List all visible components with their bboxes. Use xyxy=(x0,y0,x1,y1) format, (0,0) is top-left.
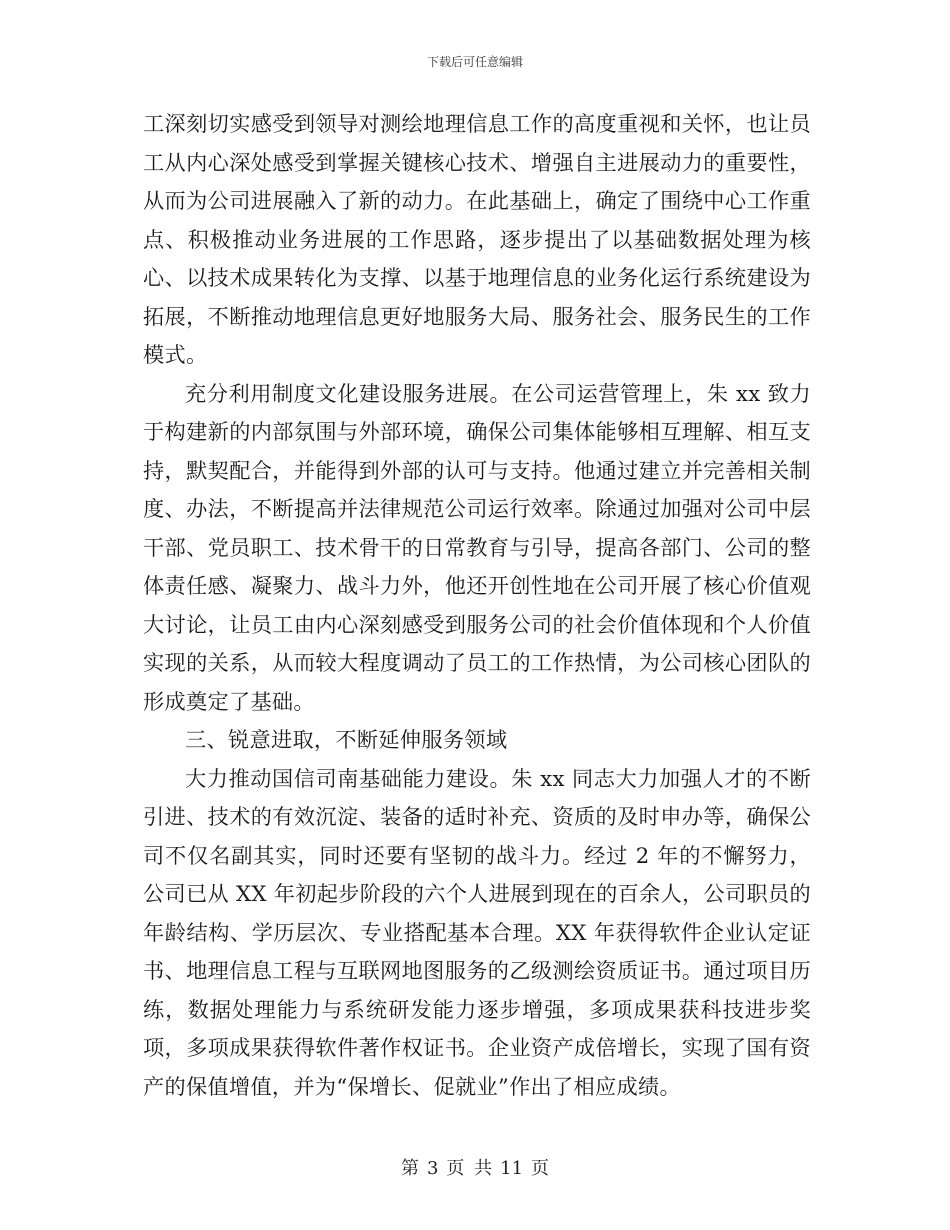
footer-page-number: 3 xyxy=(426,1158,439,1179)
footer-total-pages: 11 xyxy=(500,1158,524,1179)
paragraph-system-culture: 充分利用制度文化建设服务进展。在公司运营管理上，朱 xx 致力于构建新的内部氛围与外部环境，确保公司集体能够相互理解、相互支持，默契配合，并能得到外部的认可与支持。他通过建立并完善相关制度、办法，不断提高并法律规范公司运行效率。除通过加强对公司中层干部、党员职工、技术骨干的日常教育与引导，提高各部门、公司的整体责任感、凝聚力、战斗力外，他还开创性地在公司开展了核心价值观大讨论，让员工由内心深刻感受到服务公司的社会价值体现和个人价值实现的关系，从而较大程度调动了员工的工作热情，为公司核心团队的形成奠定了基础。 xyxy=(143,380,811,714)
footer-middle: 页 共 xyxy=(446,1158,493,1179)
page-footer xyxy=(0,1154,950,1180)
page-header-note: 下载后可任意编辑 xyxy=(426,55,523,69)
footer-suffix: 页 xyxy=(531,1158,550,1179)
document-body xyxy=(143,105,811,1106)
paragraph-intro-continuation: 工深刻切实感受到领导对测绘地理信息工作的高度重视和关怀，也让员工从内心深处感受到掌握关键核心技术、增强自主进展动力的重要性，从而为公司进展融入了新的动力。在此基础上，确定了围绕中心工作重点、积极推动业务进展的工作思路，逐步提出了以基础数据处理为核心、以技术成果转化为支撑、以基于地理信息的业务化运行系统建设为拓展，不断推动地理信息更好地服务大局、服务社会、服务民生的工作模式。 xyxy=(143,111,811,367)
paragraph-capability-building: 大力推动国信司南基础能力建设。朱 xx 同志大力加强人才的不断引进、技术的有效沉淀、装备的适时补充、资质的及时申办等，确保公司不仅名副其实，同时还要有坚韧的战斗力。经过 2 年的不懈努力，公司已从 XX 年初起步阶段的六个人进展到现在的百余人，公司职员的年龄结构、学历层次、专业搭配基本合理。XX 年获得软件企业认定证书、地理信息工程与互联网地图服务的乙级测绘资质证书。通过项目历练，数据处理能力与系统研发能力逐步增强，多项成果获科技进步奖项，多项成果获得软件著作权证书。企业资产成倍增长，实现了国有资产的保值增值，并为“保增长、促就业”作出了相应成绩。 xyxy=(143,765,811,1099)
section-heading-three: 三、锐意进取，不断延伸服务领域 xyxy=(185,727,508,752)
footer-prefix: 第 xyxy=(400,1158,419,1179)
